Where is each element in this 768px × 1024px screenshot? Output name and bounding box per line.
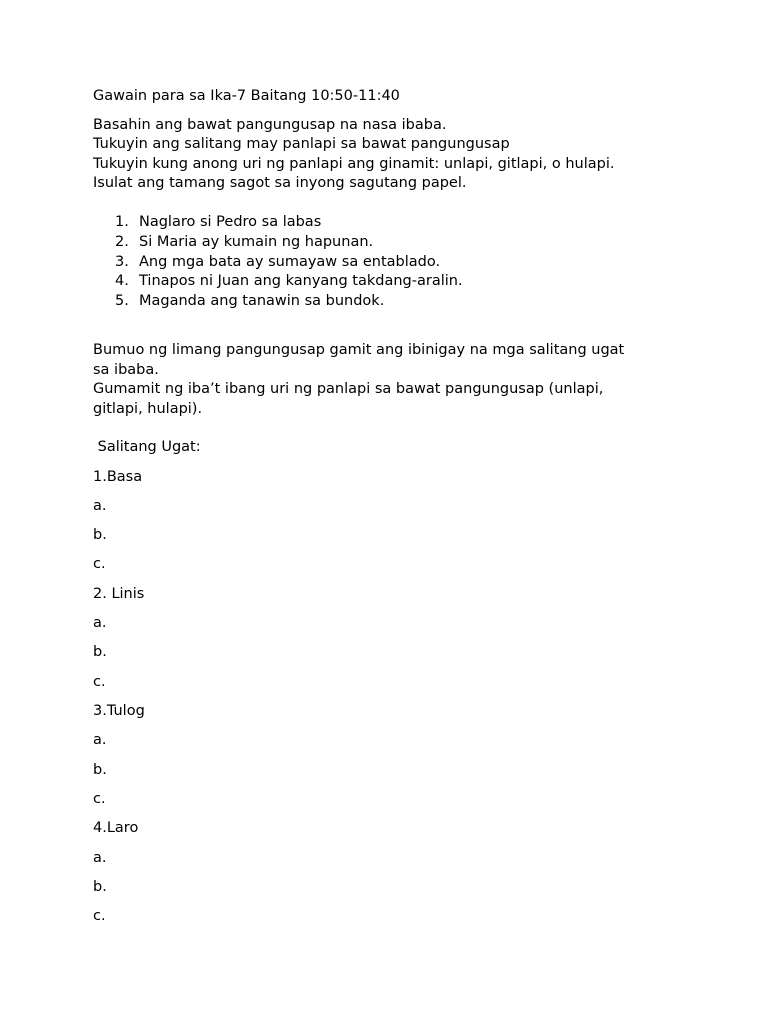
answer-line: a.	[93, 615, 107, 631]
answer-line: a.	[93, 732, 107, 748]
list-item-text: Ang mga bata ay sumayaw sa entablado.	[139, 254, 441, 270]
instruction-line: Basahin ang bawat pangungusap na nasa ibaba.	[93, 117, 447, 133]
answer-line: c.	[93, 908, 106, 924]
list-item-text: Maganda ang tanawin sa bundok.	[139, 293, 385, 309]
root-word-label: 1.Basa	[93, 469, 143, 485]
task2-line: sa ibaba.	[93, 362, 159, 378]
answer-line: b.	[93, 527, 107, 543]
root-words-heading: Salitang Ugat:	[93, 439, 201, 455]
list-item-number: 4.	[115, 273, 129, 289]
task2-line: Bumuo ng limang pangungusap gamit ang ibinigay na mga salitang ugat	[93, 342, 625, 358]
answer-line: c.	[93, 791, 106, 807]
answer-line: b.	[93, 644, 107, 660]
root-word-label: 2. Linis	[93, 586, 145, 602]
list-item-text: Si Maria ay kumain ng hapunan.	[139, 234, 374, 250]
root-word-label: 3.Tulog	[93, 703, 145, 719]
instruction-line: Tukuyin ang salitang may panlapi sa bawat pangungusap	[93, 136, 510, 152]
list-item-number: 2.	[115, 234, 129, 250]
instruction-line: Isulat ang tamang sagot sa inyong sagutang papel.	[93, 175, 467, 191]
task2-line: Gumamit ng iba’t ibang uri ng panlapi sa bawat pangungusap (unlapi,	[93, 381, 604, 397]
answer-line: a.	[93, 850, 107, 866]
answer-line: c.	[93, 556, 106, 572]
instruction-line: Tukuyin kung anong uri ng panlapi ang ginamit: unlapi, gitlapi, o hulapi.	[93, 156, 615, 172]
list-item-text: Naglaro si Pedro sa labas	[139, 214, 322, 230]
answer-line: b.	[93, 879, 107, 895]
list-item-text: Tinapos ni Juan ang kanyang takdang-aralin.	[139, 273, 463, 289]
root-word-label: 4.Laro	[93, 820, 139, 836]
list-item-number: 5.	[115, 293, 129, 309]
document-title: Gawain para sa Ika-7 Baitang 10:50-11:40	[93, 88, 400, 104]
task2-line: gitlapi, hulapi).	[93, 401, 203, 417]
answer-line: a.	[93, 498, 107, 514]
list-item-number: 1.	[115, 214, 129, 230]
answer-line: c.	[93, 674, 106, 690]
list-item-number: 3.	[115, 254, 129, 270]
answer-line: b.	[93, 762, 107, 778]
